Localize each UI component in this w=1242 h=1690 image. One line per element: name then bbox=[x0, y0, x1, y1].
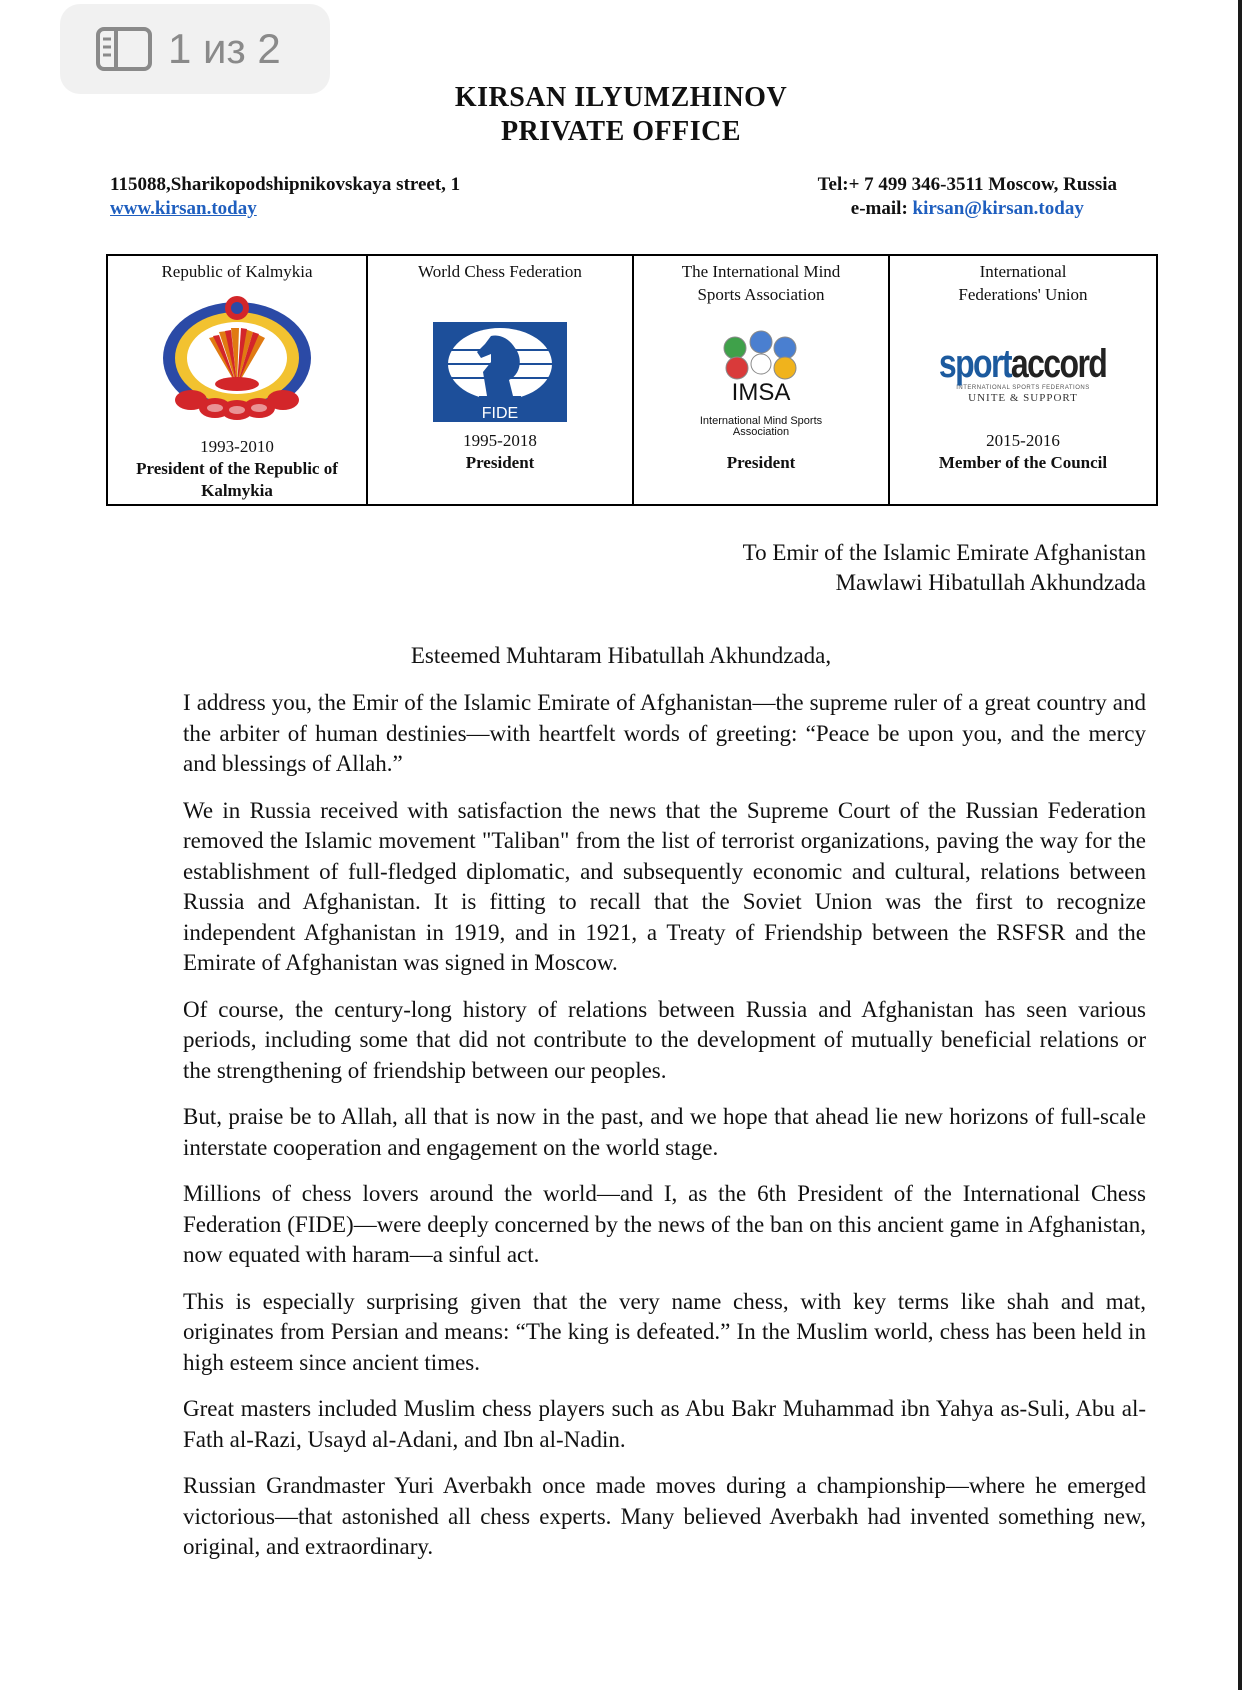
kalmykia-emblem-icon bbox=[157, 296, 317, 426]
fide-logo-text: FIDE bbox=[481, 405, 519, 422]
street-address: 115088,Sharikopodshipnikovskaya street, 1 bbox=[110, 174, 461, 195]
position-cell-kalmykia bbox=[108, 256, 368, 504]
imsa-logo-subtitle: International Mind Sports Association bbox=[699, 415, 823, 438]
imsa-logo-text: IMSA bbox=[731, 379, 791, 406]
position-cell-fide bbox=[368, 256, 634, 504]
position-role: President bbox=[726, 453, 796, 472]
fide-logo-icon bbox=[433, 322, 567, 422]
page-indicator[interactable] bbox=[60, 4, 330, 94]
position-years: 1993-2010 bbox=[200, 437, 274, 456]
position-years: 2015-2016 bbox=[986, 431, 1060, 450]
position-org: The International Mind Sports Association bbox=[681, 262, 841, 304]
position-org: Republic of Kalmykia bbox=[161, 262, 313, 281]
telephone: Tel:+ 7 499 346-3511 Moscow, Russia bbox=[817, 174, 1117, 195]
position-role: President of the Republic of Kalmykia bbox=[136, 459, 338, 500]
sportaccord-logo-part1: sport bbox=[939, 342, 1012, 386]
page-count: 1 из 2 bbox=[168, 25, 281, 72]
sportaccord-logo-subtitle: INTERNATIONAL SPORTS FEDERATIONS bbox=[956, 385, 1090, 391]
email-link[interactable]: kirsan@kirsan.today bbox=[912, 198, 1084, 219]
letter-body bbox=[183, 688, 1146, 1579]
addressee-line-2: Mawlawi Hibatullah Akhundzada bbox=[835, 570, 1146, 595]
email-label: e-mail: bbox=[850, 198, 908, 219]
position-role: President bbox=[465, 453, 535, 472]
salutation: Esteemed Muhtaram Hibatullah Akhundzada, bbox=[410, 643, 832, 668]
letter-paragraph: Millions of chess lovers around the world—and I, as the 6th President of the International Chess Federation (FIDE)—were deeply concerned by the news of the ban on this ancient game in Afghanistan, now equated with haram—a sinful act. bbox=[183, 1181, 1146, 1267]
positions-table bbox=[106, 254, 1158, 506]
addressee-block bbox=[743, 538, 1146, 598]
letterhead-name: KIRSAN ILYUMZHINOV bbox=[454, 82, 788, 113]
letter-paragraph: I address you, the Emir of the Islamic Emirate of Afghanistan—the supreme ruler of a great country and the arbiter of human destinies—with heartfelt words of greeting: “Peace be upon you, and the mercy and blessings of Allah.” bbox=[183, 690, 1146, 776]
position-cell-imsa bbox=[634, 256, 890, 504]
contact-block bbox=[818, 173, 1117, 221]
letter-paragraph: This is especially surprising given that the very name chess, with key terms like shah and mat, originates from Persian and means: “The king is defeated.” In the Muslim world, chess has been held in high esteem since ancient times. bbox=[183, 1288, 1146, 1375]
letter-paragraph: We in Russia received with satisfaction the news that the Supreme Court of the Russian Federation removed the Islamic movement "Taliban" from the list of terrorist organizations, paving the way for the establishment of full-fledged diplomatic, and subsequently economic and cultural, relations between Russia and Afghanistan. It is fitting to recall that the Soviet Union was the first to recognize independent Afghanistan in 1919, and in 1921, a Treaty of Friendship between the RSFSR and the Emirate of Afghanistan was signed in Moscow. bbox=[183, 797, 1146, 975]
letterhead-office: PRIVATE OFFICE bbox=[500, 116, 742, 147]
address-block bbox=[110, 173, 460, 221]
letter-paragraph: Of course, the century-long history of relations between Russia and Afghanistan has seen various periods, including some that did not contribute to the development of mutually beneficial relations or the strengthening of friendship between our peoples. bbox=[183, 996, 1146, 1083]
position-org: World Chess Federation bbox=[418, 262, 582, 281]
position-years: 1995-2018 bbox=[463, 431, 537, 450]
letter-paragraph: Russian Grandmaster Yuri Averbakh once made moves during a championship—where he emerged victorious—that astonished all chess experts. Many believed Averbakh had invented something new, original, and extraordinary. bbox=[183, 1473, 1146, 1559]
window-edge bbox=[1238, 0, 1242, 1690]
website-link[interactable]: www.kirsan.today bbox=[110, 198, 257, 219]
email-line bbox=[818, 197, 1117, 221]
position-cell-sportaccord bbox=[890, 256, 1156, 504]
sportaccord-logo-icon bbox=[918, 344, 1127, 404]
sidebar-toggle-icon[interactable] bbox=[96, 27, 152, 71]
letter-paragraph: But, praise be to Allah, all that is now in the past, and we hope that ahead lie new horizons of full-scale interstate cooperation and engagement on the world stage. bbox=[183, 1104, 1146, 1160]
sportaccord-logo-tagline: UNITE & SUPPORT bbox=[968, 392, 1078, 404]
position-org: International Federations' Union bbox=[958, 262, 1088, 304]
letter-paragraph: Great masters included Muslim chess players such as Abu Bakr Muhammad ibn Yahya as-Suli, Abu al-Fath al-Razi, Usayd al-Adani, and Ibn al-Nadin. bbox=[183, 1396, 1146, 1452]
position-role: Member of the Council bbox=[938, 453, 1108, 472]
sportaccord-logo-part2: accord bbox=[1011, 342, 1107, 386]
addressee-line-1: To Emir of the Islamic Emirate Afghanistan bbox=[742, 540, 1146, 565]
